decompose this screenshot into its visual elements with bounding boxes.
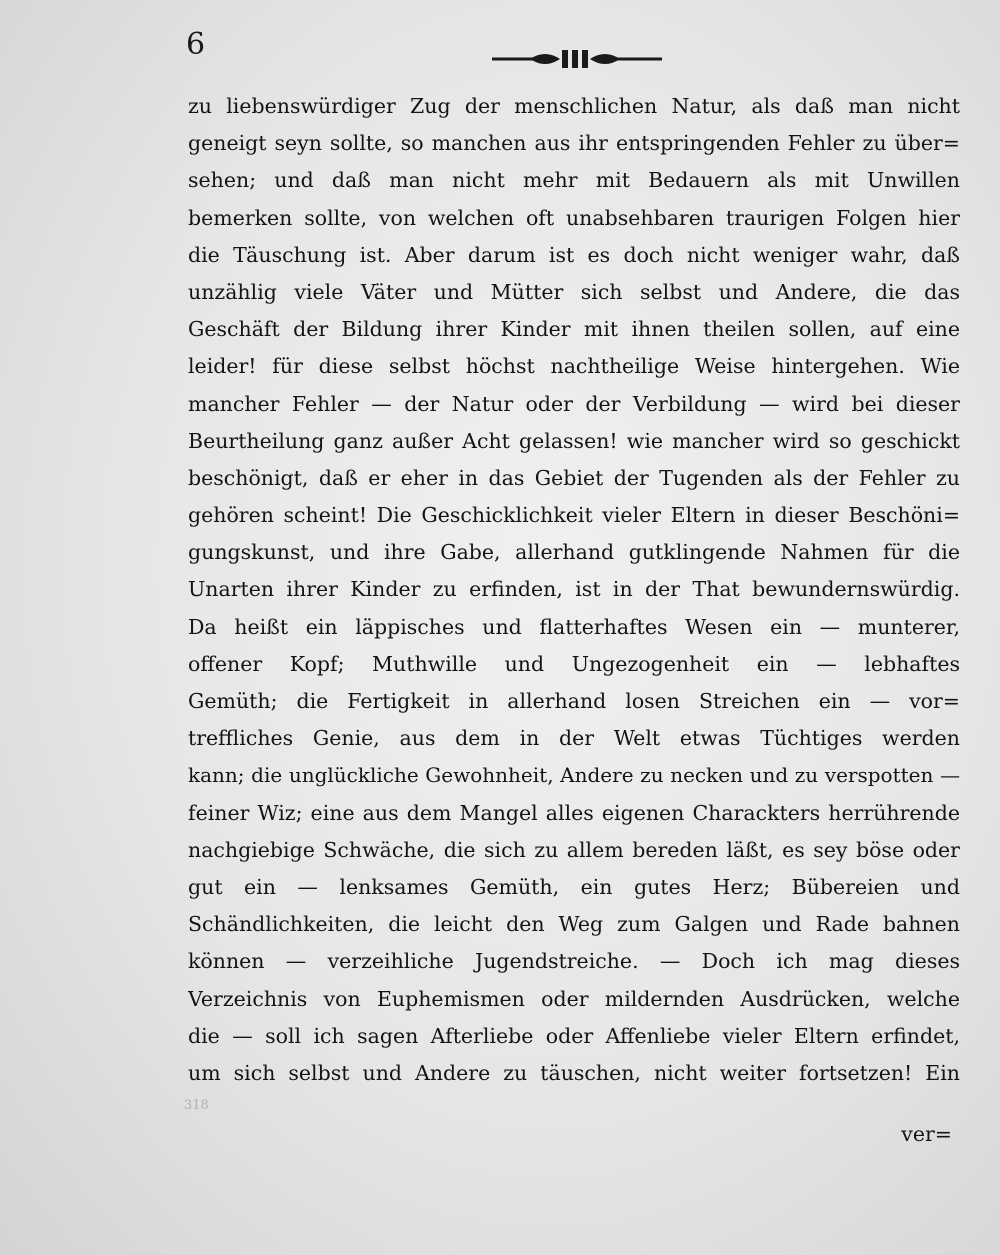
text-line: offener Kopf; Muthwille und Ungezogenheit ein — lebhaftes [188,651,960,676]
text-line: um sich selbst und Andere zu täuschen, nicht weiter fortsetzen! Ein [188,1060,960,1085]
margin-mark: 318 [184,1098,209,1113]
ornament-icon [490,44,665,74]
text-line: feiner Wiz; eine aus dem Mangel alles eigenen Charackters herrührende [188,800,960,825]
text-line: treffliches Genie, aus dem in der Welt etwas Tüchtiges werden [188,726,960,751]
text-line: Verzeichnis von Euphemismen oder mildernden Ausdrücken, welche [188,986,960,1011]
text-line: geneigt seyn sollte, so manchen aus ihr entspringenden Fehler zu über= [188,131,960,156]
text-line: gungskunst, und ihre Gabe, allerhand gutklingende Nahmen für die [188,540,960,565]
text-line: gut ein — lenksames Gemüth, ein gutes Herz; Bübereien und [188,874,960,899]
text-line: können — verzeihliche Jugendstreiche. — Doch ich mag dieses [188,949,960,974]
text-line: die Täuschung ist. Aber darum ist es doch nicht weniger wahr, daß [188,242,960,267]
catchword: ver= [901,1122,952,1146]
text-line: Geschäft der Bildung ihrer Kinder mit ihnen theilen sollen, auf eine [188,317,960,342]
text-line: die — soll ich sagen Afterliebe oder Affenliebe vieler Eltern erfindet, [188,1023,960,1048]
body-text [188,88,960,1092]
text-line: unzählig viele Väter und Mütter sich selbst und Andere, die das [188,279,960,304]
text-line: Beurtheilung ganz außer Acht gelassen! wie mancher wird so geschickt [188,428,960,453]
text-line: leider! für diese selbst höchst nachtheilige Weise hintergehen. Wie [188,354,960,379]
text-line: bemerken sollte, von welchen oft unabsehbaren traurigen Folgen hier [188,205,960,230]
text-line: nachgiebige Schwäche, die sich zu allem bereden läßt, es sey böse oder [188,837,960,862]
text-line: gehören scheint! Die Geschicklichkeit vieler Eltern in dieser Beschöni= [188,503,960,528]
text-line: zu liebenswürdiger Zug der menschlichen Natur, als daß man nicht [188,94,960,118]
text-line: Gemüth; die Fertigkeit in allerhand losen Streichen ein — vor= [188,689,960,713]
text-line: Unarten ihrer Kinder zu erfinden, ist in der That bewundernswürdig. [188,577,960,602]
text-line: Da heißt ein läppisches und flatterhaftes Wesen ein — munterer, [188,614,960,639]
text-line: sehen; und daß man nicht mehr mit Bedauern als mit Unwillen [188,168,960,193]
text-line: Schändlichkeiten, die leicht den Weg zum Galgen und Rade bahnen [188,912,960,937]
text-line: beschönigt, daß er eher in das Gebiet der Tugenden als der Fehler zu [188,465,960,490]
text-line: kann; die unglückliche Gewohnheit, Andere zu necken und zu verspotten — [188,763,960,788]
page-number: 6 [186,27,206,62]
text-line: mancher Fehler — der Natur oder der Verbildung — wird bei dieser [188,391,960,416]
